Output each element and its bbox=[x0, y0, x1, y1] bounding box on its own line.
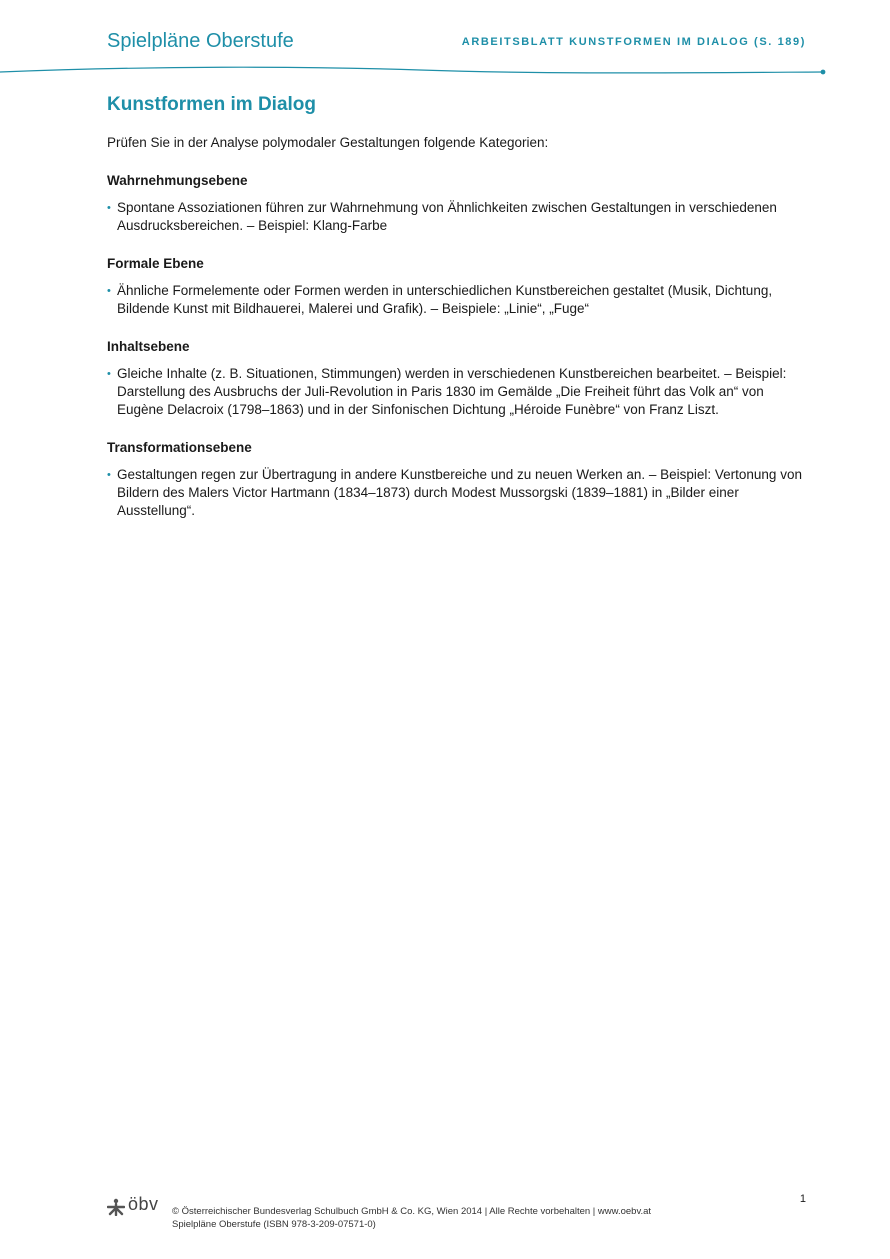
page-number: 1 bbox=[799, 1193, 806, 1205]
bullet-icon: • bbox=[107, 202, 111, 214]
bullet-list bbox=[107, 466, 807, 520]
list-item-text: Gestaltungen regen zur Übertragung in andere Kunstbereiche und zu neuen Werken an. – Beispiel: Vertonung von Bildern des Malers Victor Hartmann (1834–1873) durch Modest Mussorgski (1839–1881) in „Bilder einer Ausstellung“. bbox=[117, 467, 802, 518]
list-item bbox=[107, 282, 807, 318]
oebv-logo-icon bbox=[107, 1198, 125, 1216]
section-transformationsebene bbox=[107, 439, 807, 520]
copyright-text: © Österreichischer Bundesverlag Schulbuch GmbH & Co. KG, Wien 2014 | Alle Rechte vorbehalten | www.oebv.at bbox=[172, 1206, 652, 1217]
section-inhaltsebene bbox=[107, 338, 807, 419]
section-heading: Transformationsebene bbox=[107, 440, 252, 455]
list-item-text: Gleiche Inhalte (z. B. Situationen, Stimmungen) werden in verschiedenen Kunstbereichen bearbeitet. – Beispiel: Darstellung des Ausbruchs der Juli-Revolution in Paris 1830 im Gemälde „Die Freiheit führt das Volk an“ von Eugène Delacroix (1798–1863) und in der Sinfonischen Dichtung „Héroide Funèbre“ von Franz Liszt. bbox=[117, 366, 787, 417]
list-item-text: Ähnliche Formelemente oder Formen werden in unterschiedlichen Kunstbereichen gestaltet (Musik, Dichtung, Bildende Kunst mit Bildhauerei, Malerei und Grafik). – Beispiele: „Linie“, „Fuge“ bbox=[117, 283, 773, 316]
section-heading: Inhaltsebene bbox=[107, 339, 190, 354]
worksheet-label: ARBEITSBLATT KUNSTFORMEN IM DIALOG (S. 189) bbox=[461, 36, 806, 48]
section-heading: Formale Ebene bbox=[107, 256, 204, 271]
bullet-list bbox=[107, 199, 807, 235]
header-divider-line bbox=[0, 60, 890, 80]
bullet-icon: • bbox=[107, 469, 111, 481]
section-formale-ebene bbox=[107, 255, 807, 318]
list-item bbox=[107, 199, 807, 235]
section-wahrnehmungsebene bbox=[107, 172, 807, 235]
bullet-icon: • bbox=[107, 285, 111, 297]
bullet-icon: • bbox=[107, 368, 111, 380]
oebv-logo-text: öbv bbox=[128, 1194, 159, 1214]
footer-text bbox=[172, 1205, 651, 1231]
bullet-list bbox=[107, 365, 807, 419]
list-item-text: Spontane Assoziationen führen zur Wahrnehmung von Ähnlichkeiten zwischen Gestaltungen in verschiedenen Ausdrucksbereichen. – Beispiel: Klang-Farbe bbox=[117, 200, 777, 233]
list-item bbox=[107, 365, 807, 419]
intro-text: Prüfen Sie in der Analyse polymodaler Gestaltungen folgende Kategorien: bbox=[107, 135, 549, 150]
book-info-text: Spielpläne Oberstufe (ISBN 978-3-209-07571-0) bbox=[172, 1219, 376, 1230]
section-heading: Wahrnehmungsebene bbox=[107, 173, 248, 188]
page-title: Kunstformen im Dialog bbox=[107, 94, 317, 115]
bullet-list bbox=[107, 282, 807, 318]
main-content bbox=[107, 134, 807, 540]
list-item bbox=[107, 466, 807, 520]
header-title: Spielpläne Oberstufe bbox=[107, 30, 294, 52]
